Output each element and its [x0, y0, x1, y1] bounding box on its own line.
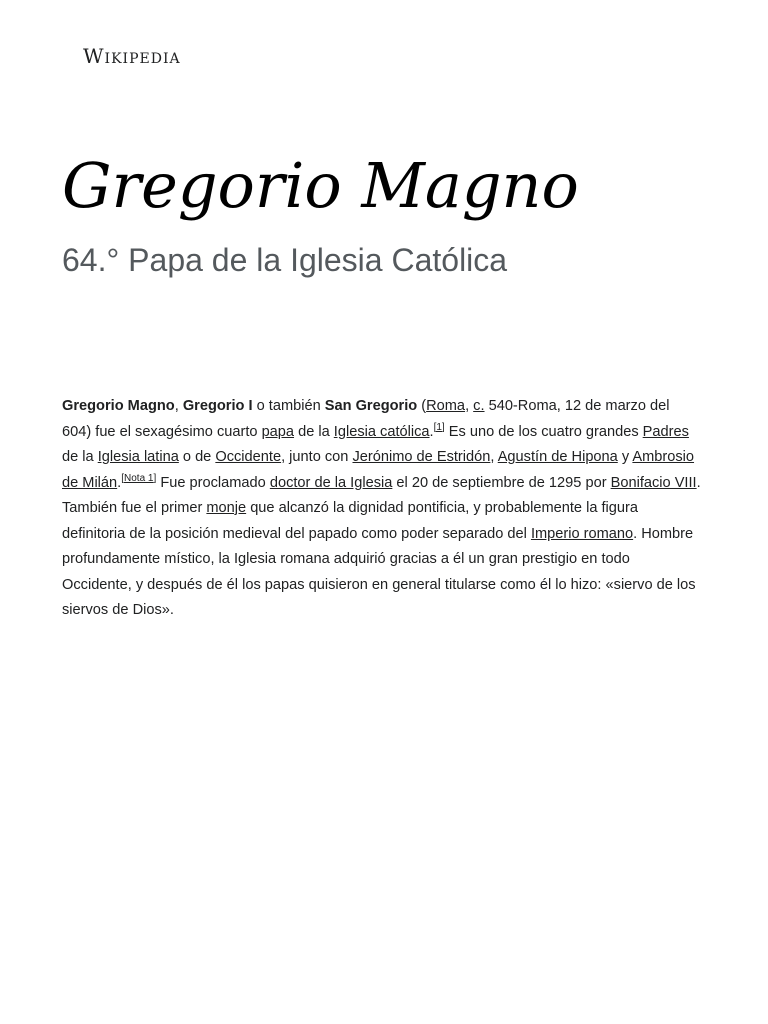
link-bonifacio-viii[interactable]: Bonifacio VIII — [610, 474, 697, 491]
reference-1 — [434, 422, 445, 433]
wikipedia-logo[interactable]: Wikipedia — [83, 44, 181, 68]
link-occidente[interactable]: Occidente — [215, 449, 282, 465]
text-segment: , junto con — [281, 449, 353, 465]
text-segment: Fue proclamado — [156, 474, 270, 491]
text-segment: . También fue el primer — [62, 474, 701, 516]
article-intro-paragraph — [62, 394, 702, 624]
text-segment: o de — [178, 449, 216, 465]
bold-term: Gregorio I — [182, 398, 253, 414]
text-segment: 540-Roma, 12 de marzo del 604) fue el sexagésimo cuarto — [62, 398, 670, 440]
text-segment: ( — [417, 398, 427, 414]
link-iglesia-latina[interactable]: Iglesia latina — [97, 449, 179, 465]
link-padres[interactable]: Padres — [642, 423, 689, 440]
text-segment: . Hombre profundamente místico, la Iglesia romana adquirió gracias a él un gran prestigio en todo Occidente, y después de él los papas quisieron en general titularse como él lo hizo: «siervo de los siervos de Dios». — [62, 525, 696, 618]
bold-term: Gregorio Magno — [62, 398, 175, 414]
reference-link-1[interactable]: [1] — [433, 421, 445, 433]
text-segment: . — [429, 423, 434, 440]
link-agustin-de-hipona[interactable]: Agustín de Hipona — [497, 449, 618, 465]
text-segment: que alcanzó la dignidad pontificia, y probablemente la figura definitoria de la posición medieval del papado como poder separado del — [62, 500, 638, 542]
text-segment: , — [174, 398, 183, 414]
text-segment: de la — [294, 423, 334, 440]
link-roma[interactable]: Roma — [426, 398, 466, 414]
text-segment: el 20 de septiembre de 1295 por — [392, 474, 611, 491]
text-segment: y — [617, 449, 633, 465]
reference-link-nota-1[interactable]: [Nota 1] — [121, 472, 157, 484]
page-title: Gregorio Magno — [62, 149, 579, 222]
text-segment: de la — [62, 449, 98, 465]
bold-term: San Gregorio — [324, 398, 418, 414]
link-imperio-romano[interactable]: Imperio romano — [530, 525, 634, 542]
link-circa[interactable]: c. — [473, 398, 485, 414]
reference-nota-1 — [121, 473, 156, 484]
link-jeronimo-de-estridon[interactable]: Jerónimo de Estridón — [352, 449, 491, 465]
link-monje[interactable]: monje — [206, 500, 247, 516]
text-segment: , — [490, 449, 498, 465]
text-segment: o también — [252, 398, 325, 414]
link-iglesia-catolica[interactable]: Iglesia católica — [333, 423, 430, 440]
page-subtitle: 64.° Papa de la Iglesia Católica — [62, 242, 508, 278]
text-segment: . — [117, 474, 122, 491]
text-segment: , — [465, 398, 474, 414]
text-segment: Es uno de los cuatro grandes — [444, 423, 643, 440]
link-ambrosio-de-milan[interactable]: Ambrosio de Milán — [62, 449, 695, 491]
link-doctor-de-la-iglesia[interactable]: doctor de la Iglesia — [269, 474, 393, 491]
link-papa[interactable]: papa — [261, 423, 295, 440]
